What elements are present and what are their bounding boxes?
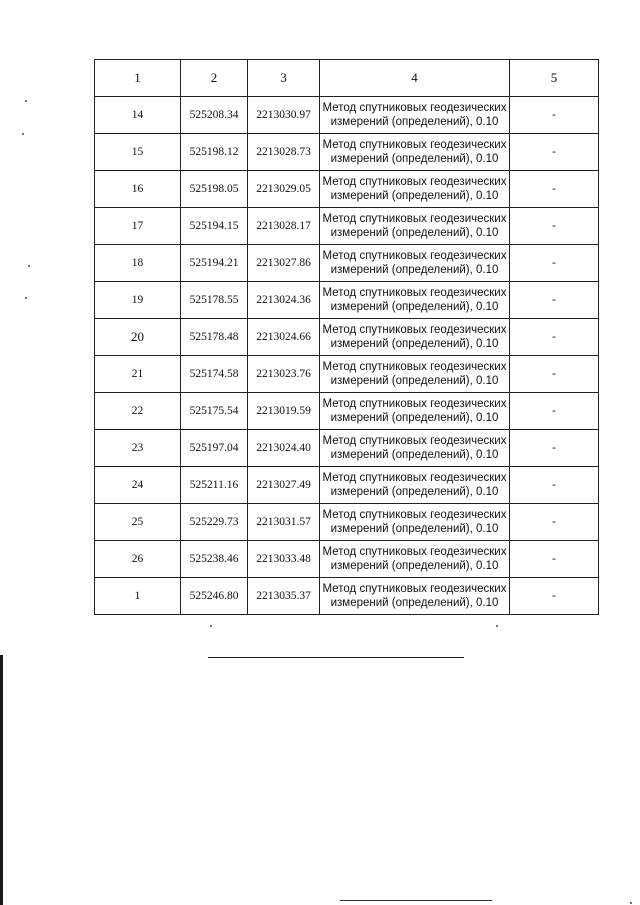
y-coordinate-cell: 2213027.49 xyxy=(248,467,320,504)
method-line-1: Метод спутниковых геодезических xyxy=(322,139,507,151)
method-line-1: Метод спутниковых геодезических xyxy=(322,361,507,373)
signature-line xyxy=(208,657,464,658)
method-line-1: Метод спутниковых геодезических xyxy=(322,324,507,336)
point-number-cell: 22 xyxy=(95,393,181,430)
point-number-cell: 19 xyxy=(95,282,181,319)
point-number-cell: 15 xyxy=(95,134,181,171)
scan-edge-artifact xyxy=(0,655,3,905)
y-coordinate-cell: 2213035.37 xyxy=(248,578,320,615)
table-row xyxy=(95,134,599,171)
point-number-cell: 26 xyxy=(95,541,181,578)
method-cell xyxy=(320,171,510,208)
point-number-cell: 1 xyxy=(95,578,181,615)
method-line-2: измерений (определений), 0.10 xyxy=(330,338,499,350)
y-coordinate-cell: 2213030.97 xyxy=(248,97,320,134)
table-row xyxy=(95,171,599,208)
bottom-rule xyxy=(340,900,492,901)
y-coordinate-cell: 2213029.05 xyxy=(248,171,320,208)
table-row xyxy=(95,430,599,467)
x-coordinate-cell: 525211.16 xyxy=(181,467,248,504)
method-line-2: измерений (определений), 0.10 xyxy=(330,264,499,276)
y-coordinate-cell: 2213024.40 xyxy=(248,430,320,467)
method-line-2: измерений (определений), 0.10 xyxy=(330,227,499,239)
method-line-2: измерений (определений), 0.10 xyxy=(330,153,499,165)
method-cell xyxy=(320,393,510,430)
x-coordinate-cell: 525175.54 xyxy=(181,393,248,430)
point-number-cell: 24 xyxy=(95,467,181,504)
table-row xyxy=(95,97,599,134)
header-col-3: 3 xyxy=(248,60,320,97)
y-coordinate-cell: 2213028.73 xyxy=(248,134,320,171)
description-cell: - xyxy=(510,504,599,541)
x-coordinate-cell: 525238.46 xyxy=(181,541,248,578)
point-number-cell: 18 xyxy=(95,245,181,282)
scan-speck xyxy=(28,265,30,267)
method-line-2: измерений (определений), 0.10 xyxy=(330,190,499,202)
scan-speck xyxy=(630,902,632,904)
y-coordinate-cell: 2213028.17 xyxy=(248,208,320,245)
table-row xyxy=(95,319,599,356)
method-line-1: Метод спутниковых геодезических xyxy=(322,102,507,114)
header-col-5: 5 xyxy=(510,60,599,97)
description-cell: - xyxy=(510,171,599,208)
scan-speck xyxy=(496,625,498,627)
scan-speck xyxy=(25,100,27,102)
method-cell xyxy=(320,541,510,578)
table-header-row xyxy=(95,60,599,97)
point-number-cell: 17 xyxy=(95,208,181,245)
description-cell: - xyxy=(510,97,599,134)
y-coordinate-cell: 2213024.36 xyxy=(248,282,320,319)
y-coordinate-cell: 2213033.48 xyxy=(248,541,320,578)
y-coordinate-cell: 2213027.86 xyxy=(248,245,320,282)
x-coordinate-cell: 525246.80 xyxy=(181,578,248,615)
scan-speck xyxy=(22,133,24,135)
scan-speck xyxy=(210,625,212,627)
table-row xyxy=(95,504,599,541)
method-line-1: Метод спутниковых геодезических xyxy=(322,583,507,595)
method-line-2: измерений (определений), 0.10 xyxy=(330,486,499,498)
y-coordinate-cell: 2213023.76 xyxy=(248,356,320,393)
header-col-2: 2 xyxy=(181,60,248,97)
x-coordinate-cell: 525197.04 xyxy=(181,430,248,467)
method-cell xyxy=(320,97,510,134)
description-cell: - xyxy=(510,208,599,245)
method-line-1: Метод спутниковых геодезических xyxy=(322,472,507,484)
table-row xyxy=(95,356,599,393)
method-line-2: измерений (определений), 0.10 xyxy=(330,449,499,461)
x-coordinate-cell: 525194.21 xyxy=(181,245,248,282)
y-coordinate-cell: 2213024.66 xyxy=(248,319,320,356)
method-line-2: измерений (определений), 0.10 xyxy=(330,560,499,572)
method-line-1: Метод спутниковых геодезических xyxy=(322,176,507,188)
method-line-2: измерений (определений), 0.10 xyxy=(330,301,499,313)
x-coordinate-cell: 525198.05 xyxy=(181,171,248,208)
x-coordinate-cell: 525198.12 xyxy=(181,134,248,171)
point-number-cell: 20 xyxy=(95,319,181,356)
method-line-1: Метод спутниковых геодезических xyxy=(322,435,507,447)
description-cell: - xyxy=(510,541,599,578)
y-coordinate-cell: 2213019.59 xyxy=(248,393,320,430)
scan-speck xyxy=(25,297,27,299)
method-line-2: измерений (определений), 0.10 xyxy=(330,523,499,535)
table-row xyxy=(95,245,599,282)
point-number-cell: 14 xyxy=(95,97,181,134)
method-cell xyxy=(320,134,510,171)
header-col-4: 4 xyxy=(320,60,510,97)
description-cell: - xyxy=(510,467,599,504)
method-line-1: Метод спутниковых геодезических xyxy=(322,546,507,558)
x-coordinate-cell: 525208.34 xyxy=(181,97,248,134)
table-row xyxy=(95,541,599,578)
x-coordinate-cell: 525178.55 xyxy=(181,282,248,319)
table-row xyxy=(95,393,599,430)
method-cell xyxy=(320,467,510,504)
point-number-cell: 23 xyxy=(95,430,181,467)
y-coordinate-cell: 2213031.57 xyxy=(248,504,320,541)
method-cell xyxy=(320,245,510,282)
method-line-1: Метод спутниковых геодезических xyxy=(322,250,507,262)
description-cell: - xyxy=(510,134,599,171)
table-row xyxy=(95,467,599,504)
description-cell: - xyxy=(510,245,599,282)
point-number-cell: 21 xyxy=(95,356,181,393)
method-cell xyxy=(320,430,510,467)
table-row xyxy=(95,578,599,615)
method-line-1: Метод спутниковых геодезических xyxy=(322,398,507,410)
description-cell: - xyxy=(510,282,599,319)
method-line-2: измерений (определений), 0.10 xyxy=(330,412,499,424)
table-row xyxy=(95,208,599,245)
method-cell xyxy=(320,504,510,541)
point-number-cell: 16 xyxy=(95,171,181,208)
method-line-1: Метод спутниковых геодезических xyxy=(322,287,507,299)
x-coordinate-cell: 525194.15 xyxy=(181,208,248,245)
x-coordinate-cell: 525174.58 xyxy=(181,356,248,393)
description-cell: - xyxy=(510,356,599,393)
method-cell xyxy=(320,578,510,615)
table-body xyxy=(95,97,599,615)
description-cell: - xyxy=(510,319,599,356)
point-number-cell: 25 xyxy=(95,504,181,541)
description-cell: - xyxy=(510,393,599,430)
coordinates-table xyxy=(94,59,599,615)
method-line-1: Метод спутниковых геодезических xyxy=(322,213,507,225)
header-col-1: 1 xyxy=(95,60,181,97)
x-coordinate-cell: 525229.73 xyxy=(181,504,248,541)
method-line-2: измерений (определений), 0.10 xyxy=(330,116,499,128)
method-cell xyxy=(320,356,510,393)
method-cell xyxy=(320,282,510,319)
method-line-1: Метод спутниковых геодезических xyxy=(322,509,507,521)
method-line-2: измерений (определений), 0.10 xyxy=(330,375,499,387)
method-line-2: измерений (определений), 0.10 xyxy=(330,597,499,609)
table-row xyxy=(95,282,599,319)
method-cell xyxy=(320,319,510,356)
method-cell xyxy=(320,208,510,245)
description-cell: - xyxy=(510,430,599,467)
x-coordinate-cell: 525178.48 xyxy=(181,319,248,356)
description-cell: - xyxy=(510,578,599,615)
